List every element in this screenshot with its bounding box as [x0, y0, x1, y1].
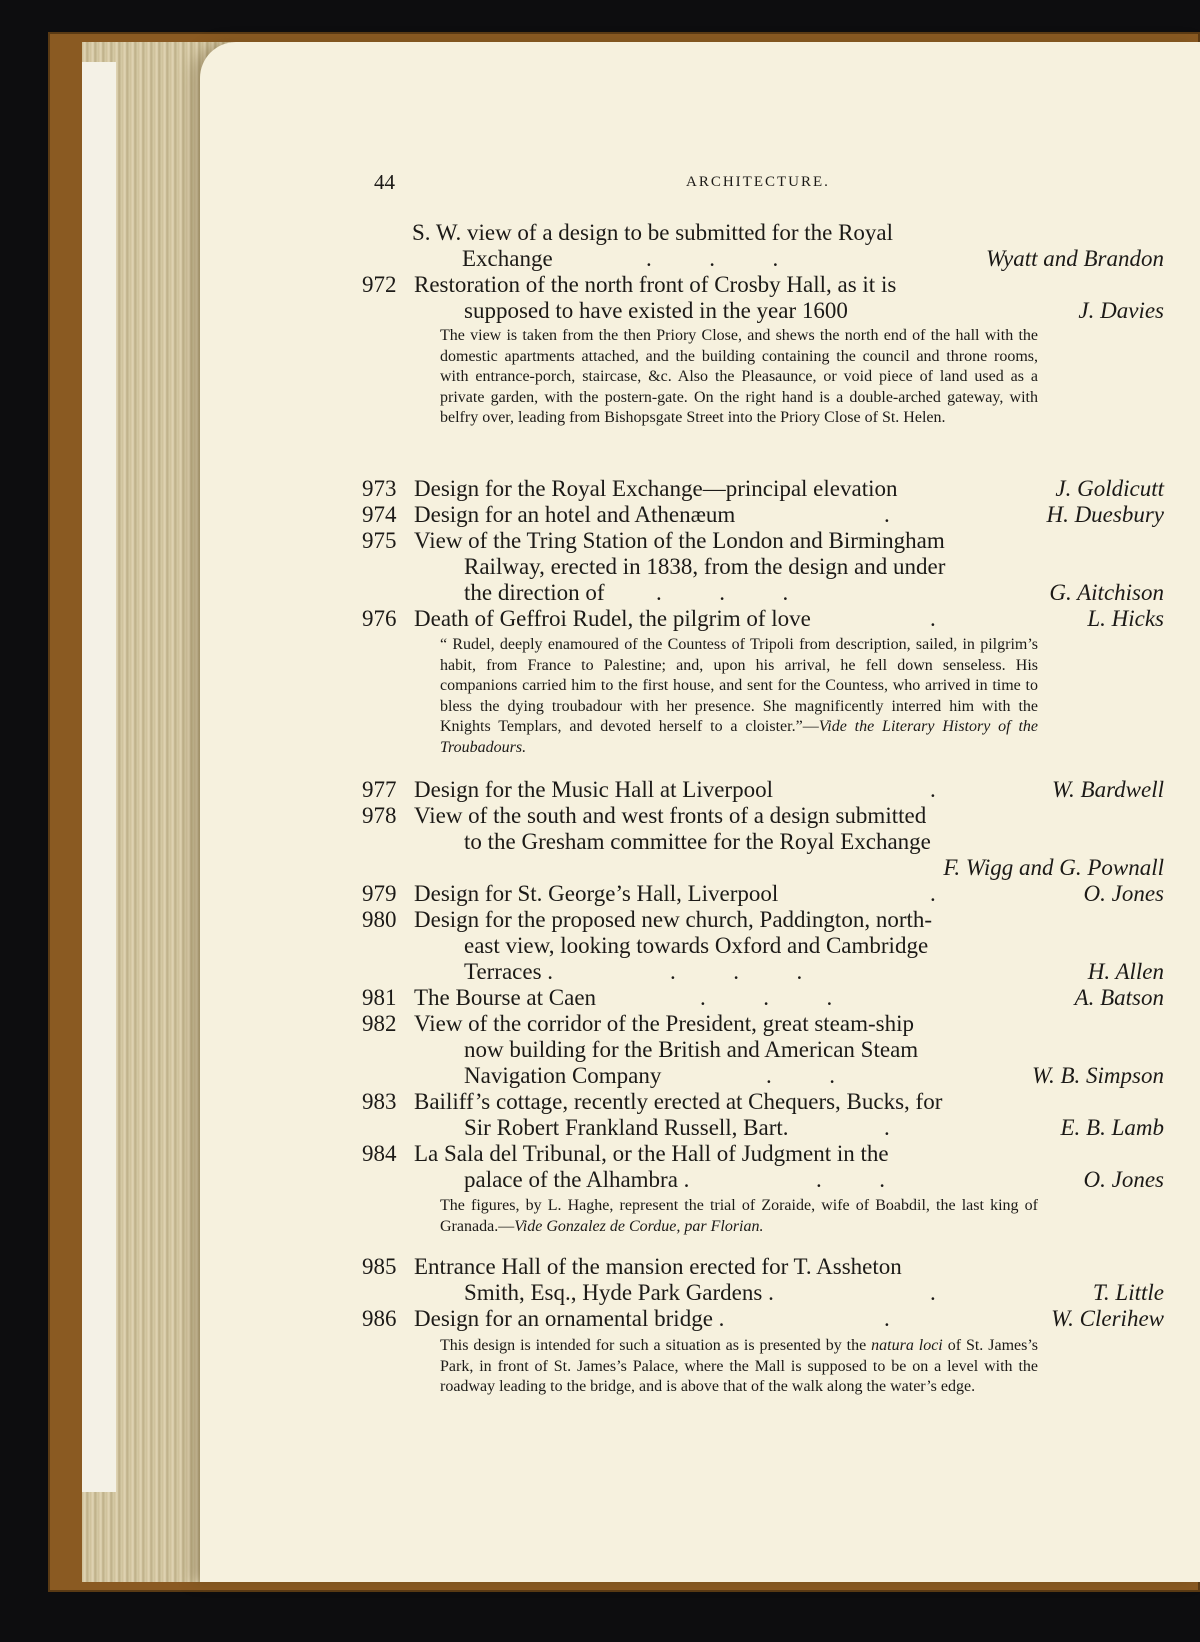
book-page	[200, 42, 1200, 1582]
entry-line: Design for an ornamental bridge .	[414, 1306, 725, 1331]
entry-line: Smith, Esq., Hyde Park Gardens .	[464, 1280, 774, 1305]
entry-note	[440, 635, 1038, 758]
author: W. Clerihew	[1051, 1306, 1164, 1331]
leader-dots: .	[930, 777, 936, 802]
leader-dots: . . .	[670, 959, 803, 984]
note-text: of St. James’s Park, in front of St. James’s Palace, where the Mall is supposed to be on a level with the roadway leading to the bridge, and is above that of the walk along the water’s edge.	[440, 1337, 1039, 1395]
author: A. Batson	[1074, 985, 1164, 1010]
entry-line: Design for the Music Hall at Liverpool	[414, 777, 773, 802]
page-header	[200, 170, 1200, 200]
author: Wyatt and Brandon	[985, 246, 1164, 271]
running-head: ARCHITECTURE.	[686, 174, 830, 190]
author: O. Jones	[1083, 881, 1164, 906]
entry-line: Exchange	[462, 246, 553, 271]
entry-number: 985	[362, 1254, 397, 1279]
entry-line: now building for the British and American Steam	[464, 1037, 919, 1062]
leader-dots: . . .	[646, 246, 779, 271]
entry-line: View of the south and west fronts of a design submitted	[414, 803, 927, 828]
entry-line: La Sala del Tribunal, or the Hall of Judgment in the	[414, 1141, 889, 1166]
entry-line: Design for the proposed new church, Paddington, north-	[414, 907, 933, 932]
entry-number: 983	[362, 1089, 397, 1114]
author: O. Jones	[1083, 1167, 1164, 1192]
entry-line: palace of the Alhambra .	[464, 1167, 690, 1192]
entry-line: to the Gresham committee for the Royal Exchange	[464, 829, 931, 854]
entry-line: Design for an hotel and Athenæum	[414, 502, 736, 527]
note-italic: natura loci	[871, 1337, 943, 1354]
leader-dots: .	[930, 1280, 936, 1305]
note-source: Vide Gonzalez de Cordue, par Florian.	[514, 1217, 764, 1235]
entry-line: Death of Geffroi Rudel, the pilgrim of love	[414, 606, 811, 631]
entry-line: the direction of	[464, 580, 605, 605]
entry-line: Restoration of the north front of Crosby Hall, as it is	[414, 272, 897, 297]
leader-dots: . . .	[700, 985, 833, 1010]
entry-line: east view, looking towards Oxford and Cambridge	[464, 933, 929, 958]
author: F. Wigg and G. Pownall	[943, 855, 1164, 880]
entry-line: Railway, erected in 1838, from the design and under	[464, 554, 946, 579]
entry-note	[440, 1196, 1038, 1237]
entry-line: Design for St. George’s Hall, Liverpool	[414, 881, 779, 906]
leader-dots: .	[884, 1115, 890, 1140]
entry-number: 975	[362, 528, 397, 553]
note-text: This design is intended for such a situation as is presented by the	[440, 1337, 867, 1354]
entry-number: 980	[362, 907, 397, 932]
entry-line: S. W. view of a design to be submitted for the Royal	[412, 220, 894, 245]
author: T. Little	[1092, 1280, 1164, 1305]
leader-dots: .	[930, 606, 936, 631]
entry-number: 976	[362, 606, 397, 631]
author: J. Goldicutt	[1055, 476, 1164, 501]
flyleaf-edge	[82, 62, 116, 1492]
author: G. Aitchison	[1049, 580, 1164, 605]
author: J. Davies	[1078, 298, 1164, 323]
entry-number: 984	[362, 1141, 397, 1166]
entry-line: Design for the Royal Exchange—principal elevation	[414, 476, 898, 501]
leader-dots: .	[930, 881, 936, 906]
entry-number: 973	[362, 476, 397, 501]
page-content	[200, 42, 1200, 1582]
leader-dots: .	[884, 502, 890, 527]
entry-line: View of the corridor of the President, great steam-ship	[414, 1011, 914, 1036]
entry-line: The Bourse at Caen	[414, 985, 597, 1010]
entry-line: supposed to have existed in the year 1600	[464, 298, 848, 323]
author: H. Allen	[1087, 959, 1164, 984]
entry-number: 981	[362, 985, 397, 1010]
entry-number: 974	[362, 502, 397, 527]
entry-number: 979	[362, 881, 397, 906]
entry-number: 986	[362, 1306, 397, 1331]
entry-note	[440, 1336, 1038, 1398]
note-text: The figures, by L. Haghe, represent the trial of Zoraide, wife of Boabdil, the last king of Granada.—	[440, 1197, 1038, 1235]
leader-dots: . .	[816, 1167, 885, 1192]
entry-line: Bailiff’s cottage, recently erected at Chequers, Bucks, for	[414, 1089, 943, 1114]
entry-number: 982	[362, 1011, 397, 1036]
author: W. B. Simpson	[1031, 1063, 1164, 1088]
note-text: “ Rudel, deeply enamoured of the Countess of Tripoli from description, sailed, in pilgrim’s habit, from France to Palestine; and, upon his arrival, he fell down senseless. His companions carried him to the first house, and sent for the Countess, who arrived in time to bless the dying troubadour with her presence. She magnificently interred him with the Knights Templars, and devoted herself to a cloister.”—	[440, 636, 1038, 735]
author: W. Bardwell	[1051, 777, 1164, 802]
note-source: Vide the Literary History of the Troubadours.	[440, 718, 1039, 756]
page-number: 44	[374, 170, 395, 194]
entry-line: Sir Robert Frankland Russell, Bart.	[464, 1115, 789, 1140]
entry-line: View of the Tring Station of the London and Birmingham	[414, 528, 945, 553]
author: L. Hicks	[1087, 606, 1164, 631]
leader-dots: .	[884, 1306, 890, 1331]
entry-line: Terraces .	[464, 959, 554, 984]
leader-dots: . . .	[656, 580, 789, 605]
entry-line: Navigation Company	[464, 1063, 662, 1088]
entry-number: 972	[362, 272, 397, 297]
entry-number: 978	[362, 803, 397, 828]
leader-dots: . .	[766, 1063, 835, 1088]
entry-number: 977	[362, 777, 397, 802]
entry-note: The view is taken from the then Priory Close, and shews the north end of the hall with the domestic apartments attached, and the building containing the council and throne rooms, with entrance-porch, staircase, &c. Also the Pleasaunce, or void piece of land used as a private garden, with the postern-gate. On the right hand is a double-arched gateway, with belfry over, leading from Bishopsgate Street into the Priory Close of St. Helen.	[440, 327, 1038, 426]
entry-line: Entrance Hall of the mansion erected for T. Assheton	[414, 1254, 902, 1279]
author: H. Duesbury	[1046, 502, 1164, 527]
author: E. B. Lamb	[1060, 1115, 1164, 1140]
